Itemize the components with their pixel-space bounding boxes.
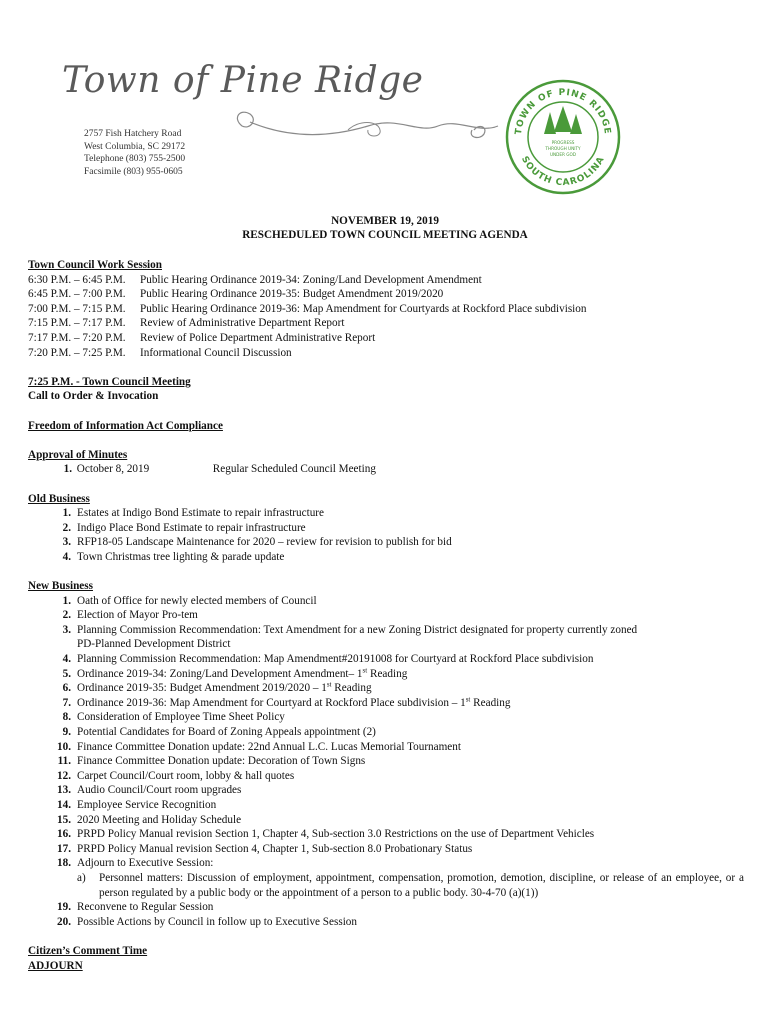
schedule-time: 6:45 P.M. – 7:00 P.M. xyxy=(28,288,126,301)
schedule-row xyxy=(28,331,744,346)
item-number: 10. xyxy=(57,740,71,753)
item-text-wrap xyxy=(77,900,744,915)
seal-bottom-text: SOUTH CAROLINA xyxy=(518,154,608,189)
item-text-wrap xyxy=(77,681,744,696)
town-logo-wordmark: Town of Pine Ridge xyxy=(62,60,424,101)
town-seal-icon xyxy=(504,78,622,196)
item-number: 11. xyxy=(57,755,71,768)
item-text: Consideration of Employee Time Sheet Policy xyxy=(77,711,285,724)
item-text-wrap xyxy=(77,550,744,565)
item-text-wrap xyxy=(77,740,744,755)
item-text: Adjourn to Executive Session: xyxy=(77,857,214,870)
list-item xyxy=(28,696,744,711)
item-text: Estates at Indigo Bond Estimate to repair infrastructure xyxy=(77,507,324,520)
item-text: Indigo Place Bond Estimate to repair infrastructure xyxy=(77,521,306,534)
schedule-time: 7:20 P.M. – 7:25 P.M. xyxy=(28,346,126,359)
citizens-comment-heading: Citizen’s Comment Time xyxy=(28,944,148,957)
item-number: 1. xyxy=(62,594,71,607)
item-number: 5. xyxy=(62,667,71,680)
item-text: PRPD Policy Manual revision Section 4, Chapter 1, Sub-section 8.0 Probationary Status xyxy=(77,842,473,855)
item-number: 8. xyxy=(62,711,71,724)
schedule-time: 6:30 P.M. – 6:45 P.M. xyxy=(28,273,126,286)
item-text-wrap xyxy=(77,856,744,871)
minutes-date: October 8, 2019 xyxy=(76,463,150,476)
list-item xyxy=(28,915,744,930)
item-text: Ordinance 2019-35: Budget Amendment 2019/2020 – 1 xyxy=(77,682,327,695)
item-text-wrap xyxy=(77,710,744,725)
seal-motto-1: PROGRESS xyxy=(551,140,575,145)
item-text: Finance Committee Donation update: 22nd Annual L.C. Lucas Memorial Tournament xyxy=(77,740,461,753)
list-item xyxy=(28,506,744,521)
item-number: 13. xyxy=(57,784,71,797)
item-text: Carpet Council/Court room, lobby & hall quotes xyxy=(77,769,295,782)
schedule-text: Public Hearing Ordinance 2019-35: Budget Amendment 2019/2020 xyxy=(140,288,444,301)
item-number: 19. xyxy=(57,901,71,914)
minutes-heading: Approval of Minutes xyxy=(28,448,128,461)
item-text-wrap xyxy=(77,667,744,682)
new-business-section xyxy=(28,579,744,929)
item-text-wrap xyxy=(77,594,744,609)
item-text-wrap xyxy=(77,506,744,521)
item-text-wrap xyxy=(77,813,744,828)
item-number: 1. xyxy=(63,463,72,476)
item-number: 1. xyxy=(62,507,71,520)
item-text-wrap xyxy=(77,696,744,711)
adjourn-heading: ADJOURN xyxy=(28,959,83,972)
ordinal-suffix: st xyxy=(362,665,368,674)
list-item xyxy=(28,725,744,740)
item-text-wrap xyxy=(77,754,744,769)
minutes-item xyxy=(28,462,744,477)
item-number: 6. xyxy=(62,682,71,695)
list-item xyxy=(28,856,744,871)
item-number: 17. xyxy=(57,842,71,855)
schedule-text: Public Hearing Ordinance 2019-34: Zoning/Land Development Amendment xyxy=(140,273,482,286)
list-item xyxy=(28,827,744,842)
item-text: Potential Candidates for Board of Zoning Appeals appointment (2) xyxy=(77,726,376,738)
old-business-heading: Old Business xyxy=(28,492,90,505)
ordinal-suffix: st xyxy=(465,695,471,704)
minutes-text: Regular Scheduled Council Meeting xyxy=(212,463,376,476)
item-text-after: Reading xyxy=(331,682,372,695)
schedule-time: 7:15 P.M. – 7:17 P.M. xyxy=(28,317,126,330)
minutes-section xyxy=(28,448,744,477)
item-number: 3. xyxy=(62,623,71,636)
agenda-title: RESCHEDULED TOWN COUNCIL MEETING AGENDA xyxy=(242,229,528,241)
list-item xyxy=(28,754,744,769)
schedule-text: Informational Council Discussion xyxy=(140,346,292,359)
item-number: 2. xyxy=(62,609,71,622)
item-text-wrap xyxy=(77,798,744,813)
item-text: Planning Commission Recommendation: Text Amendment for a new Zoning District designated for property currently zoned xyxy=(77,623,638,636)
subitem-text: Personnel matters: Discussion of employment, appointment, compensation, promotion, demotion, discipline, or release of an employee, or a person regulated by a public body or the appointment of a person to a public body. 30-4-70 (a)(1)) xyxy=(99,871,744,899)
decorative-flourish-icon xyxy=(228,104,518,144)
new-business-heading: New Business xyxy=(28,580,93,593)
foia-heading: Freedom of Information Act Compliance xyxy=(28,419,223,432)
item-text-wrap xyxy=(77,535,744,550)
item-text: PRPD Policy Manual revision Section 1, Chapter 4, Sub-section 3.0 Restrictions on the use of Department Vehicles xyxy=(77,828,595,841)
schedule-text: Public Hearing Ordinance 2019-36: Map Amendment for Courtyards at Rockford Place subdivision xyxy=(140,302,587,315)
telephone-line: Telephone (803) 755-2500 xyxy=(84,154,186,164)
item-text-continued: PD-Planned Development District xyxy=(77,638,231,651)
schedule-text: Review of Police Department Administrative Report xyxy=(140,331,376,344)
work-session-section xyxy=(28,258,744,360)
item-number: 9. xyxy=(62,726,71,738)
schedule-row xyxy=(28,346,744,361)
schedule-time: 7:00 P.M. – 7:15 P.M. xyxy=(28,302,126,315)
item-text-wrap xyxy=(77,769,744,784)
schedule-row xyxy=(28,302,744,317)
closing-section xyxy=(28,944,744,973)
address-block xyxy=(84,128,185,178)
item-number: 20. xyxy=(57,915,71,928)
item-text-wrap xyxy=(77,783,744,798)
item-text-wrap xyxy=(77,623,744,652)
schedule-time: 7:17 P.M. – 7:20 P.M. xyxy=(28,331,126,344)
list-item xyxy=(28,594,744,609)
meeting-date: NOVEMBER 19, 2019 xyxy=(331,215,439,227)
item-number: 15. xyxy=(57,813,71,826)
item-number: 18. xyxy=(57,857,71,870)
list-item xyxy=(28,652,744,667)
seal-top-text: TOWN OF PINE RIDGE xyxy=(513,87,613,136)
schedule-row xyxy=(28,287,744,302)
list-item xyxy=(28,710,744,725)
item-number: 12. xyxy=(57,769,71,782)
council-meeting-section xyxy=(28,375,744,404)
item-text-wrap xyxy=(77,608,744,623)
item-number: 4. xyxy=(62,550,71,563)
work-session-heading: Town Council Work Session xyxy=(28,259,162,271)
schedule-row xyxy=(28,273,744,288)
list-item xyxy=(28,842,744,857)
agenda-body xyxy=(28,258,744,973)
list-item xyxy=(28,813,744,828)
foia-section xyxy=(28,419,744,434)
item-text-wrap xyxy=(77,652,744,667)
list-item xyxy=(28,798,744,813)
item-text: Oath of Office for newly elected members of Council xyxy=(77,594,317,607)
schedule-row xyxy=(28,316,744,331)
item-number: 4. xyxy=(62,653,71,666)
item-text: Reconvene to Regular Session xyxy=(77,901,214,914)
item-text: Audio Council/Court room upgrades xyxy=(77,784,242,797)
address-line: West Columbia, SC 29172 xyxy=(84,141,186,152)
pine-trees-icon xyxy=(544,106,582,134)
address-line: 2757 Fish Hatchery Road xyxy=(84,129,182,139)
old-business-section xyxy=(28,492,744,565)
list-item xyxy=(28,667,744,682)
item-number: 7. xyxy=(62,696,71,709)
item-text: 2020 Meeting and Holiday Schedule xyxy=(77,813,242,826)
council-meeting-heading: 7:25 P.M. - Town Council Meeting xyxy=(28,375,191,388)
item-text: Ordinance 2019-36: Map Amendment for Courtyard at Rockford Place subdivision – 1 xyxy=(77,696,466,709)
item-number: 3. xyxy=(62,536,71,549)
list-item xyxy=(28,608,744,623)
schedule-text: Review of Administrative Department Report xyxy=(140,317,345,330)
item-text: Employee Service Recognition xyxy=(77,798,217,811)
item-text-wrap xyxy=(77,827,744,842)
executive-session-subitem xyxy=(72,871,744,900)
list-item xyxy=(28,623,744,652)
ordinal-suffix: st xyxy=(326,680,332,689)
item-text-after: Reading xyxy=(470,696,511,709)
list-item xyxy=(28,535,744,550)
item-text: RFP18-05 Landscape Maintenance for 2020 – review for revision to publish for bid xyxy=(77,536,452,549)
item-number: 14. xyxy=(57,798,71,811)
item-text: Possible Actions by Council in follow up to Executive Session xyxy=(77,915,357,928)
item-text: Town Christmas tree lighting & parade update xyxy=(77,550,285,563)
old-business-list xyxy=(28,506,744,564)
list-item xyxy=(28,681,744,696)
item-text-after: Reading xyxy=(367,667,408,680)
item-text-wrap xyxy=(77,842,744,857)
item-text: Election of Mayor Pro-tem xyxy=(77,609,198,622)
new-business-list xyxy=(28,594,744,930)
seal-motto-2: THROUGH UNITY xyxy=(545,146,581,151)
item-text: Planning Commission Recommendation: Map Amendment#20191008 for Courtyard at Rockford Place subdivision xyxy=(77,653,594,666)
list-item xyxy=(28,900,744,915)
list-item xyxy=(28,783,744,798)
item-text-wrap xyxy=(77,725,744,740)
item-number: 2. xyxy=(62,521,71,534)
facsimile-line: Facsimile (803) 955-0605 xyxy=(84,166,183,177)
item-text-wrap xyxy=(77,915,744,930)
item-text: Ordinance 2019-34: Zoning/Land Development Amendment– 1 xyxy=(77,667,363,680)
list-item xyxy=(28,521,744,536)
item-number: 16. xyxy=(57,828,71,841)
item-text: Finance Committee Donation update: Decoration of Town Signs xyxy=(77,755,366,768)
subitem-letter: a) xyxy=(77,871,86,884)
list-item xyxy=(28,769,744,784)
call-to-order: Call to Order & Invocation xyxy=(28,390,159,403)
list-item xyxy=(28,740,744,755)
item-text-wrap xyxy=(77,521,744,536)
list-item xyxy=(28,550,744,565)
seal-motto-3: UNDER GOD xyxy=(549,152,577,157)
